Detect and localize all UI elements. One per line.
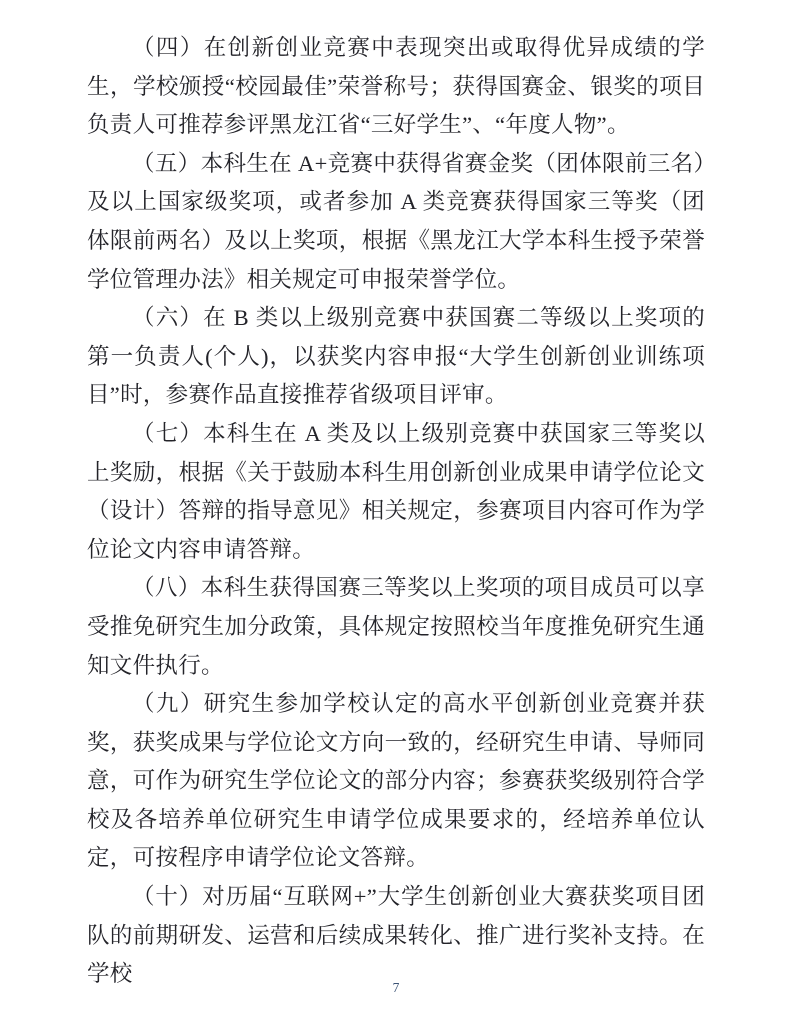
- paragraph-item-10: （十）对历届“互联网+”大学生创新创业大赛获奖项目团队的前期研发、运营和后续成果转化、推广进行奖补支持。在学校: [87, 884, 705, 987]
- page-number: 7: [392, 980, 400, 995]
- paragraph-item-9: （九）研究生参加学校认定的高水平创新创业竞赛并获奖，获奖成果与学位论文方向一致的，经研究生申请、导师同意，可作为研究生学位论文的部分内容；参赛获奖级别符合学校及各培养单位研究生申请学位成果要求的，经培养单位认定，可按程序申请学位论文答辩。: [87, 691, 705, 871]
- paragraph-item-8: （八）本科生获得国赛三等奖以上奖项的项目成员可以享受推免研究生加分政策，具体规定按照校当年度推免研究生通知文件执行。: [87, 575, 705, 678]
- paragraph-item-7: （七）本科生在 A 类及以上级别竞赛中获国家三等奖以上奖励，根据《关于鼓励本科生用创新创业成果申请学位论文（设计）答辩的指导意见》相关规定，参赛项目内容可作为学位论文内容申请答辩。: [87, 420, 705, 562]
- paragraph-item-6: （六）在 B 类以上级别竞赛中获国赛二等级以上奖项的第一负责人(个人)，以获奖内容申报“大学生创新创业训练项目”时，参赛作品直接推荐省级项目评审。: [87, 305, 705, 408]
- paragraph-item-4: （四）在创新创业竞赛中表现突出或取得优异成绩的学生，学校颁授“校园最佳”荣誉称号；获得国赛金、银奖的项目负责人可推荐参评黑龙江省“三好学生”、“年度人物”。: [87, 35, 705, 138]
- paragraph-item-5: （五）本科生在 A+竞赛中获得省赛金奖（团体限前三名）及以上国家级奖项，或者参加 A 类竞赛获得国家三等奖（团体限前两名）及以上奖项，根据《黑龙江大学本科生授予荣誉学位管理办法》相关规定可申报荣誉学位。: [87, 150, 705, 292]
- document-body: [87, 29, 705, 994]
